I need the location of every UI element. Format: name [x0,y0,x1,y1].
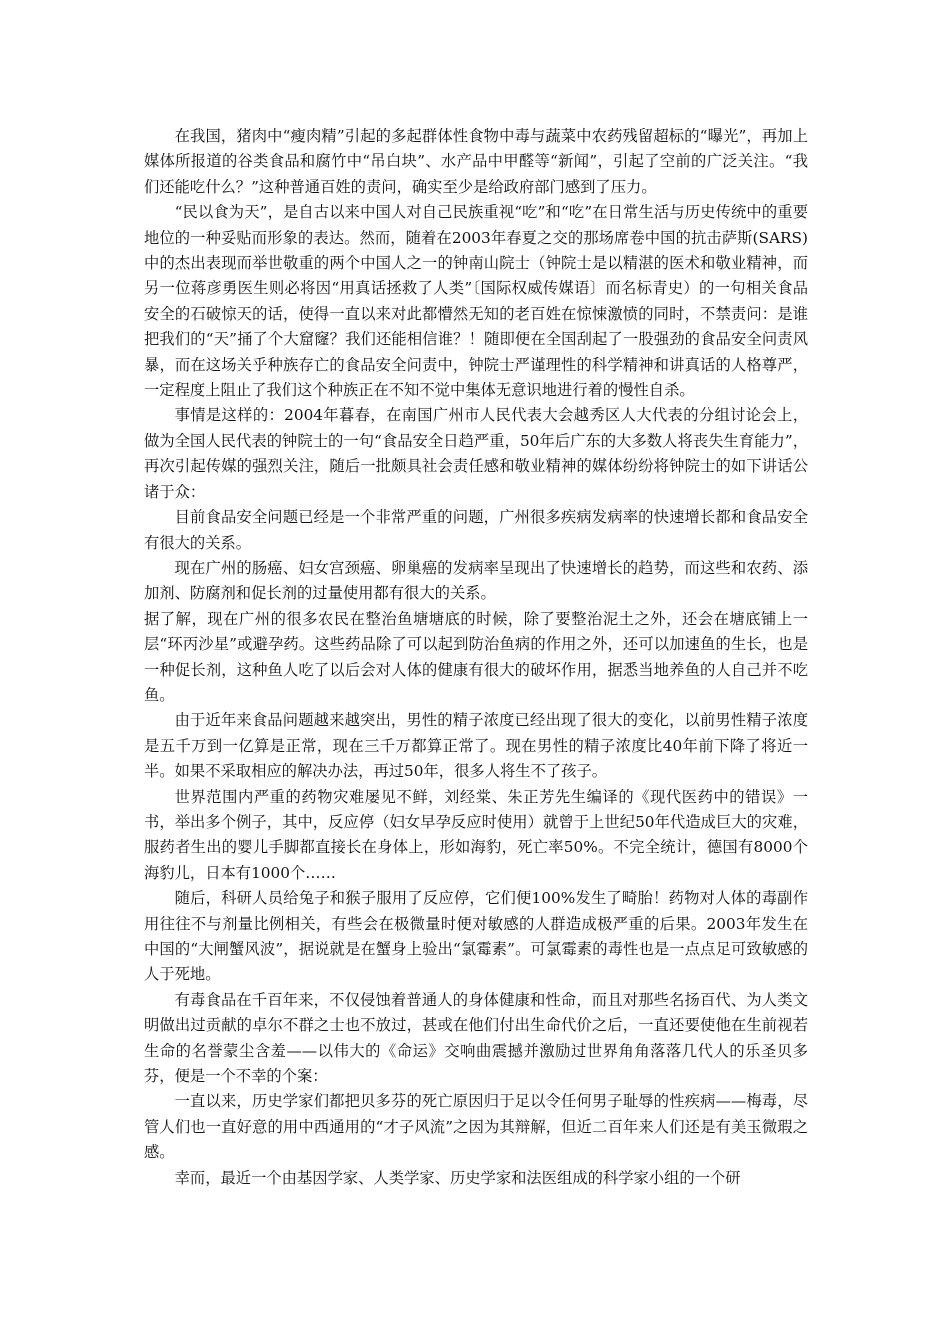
document-page [144,124,808,1191]
paragraph: 现在广州的肠癌、妇女宫颈癌、卵巢癌的发病率呈现出了快速增长的趋势，而这些和农药、添加剂、防腐剂和促长剂的过量使用都有很大的关系。 [144,558,808,603]
paragraph: 有毒食品在千百年来，不仅侵蚀着普通人的身体健康和性命，而且对那些名扬百代、为人类文明做出过贡献的卓尔不群之士也不放过，甚或在他们付出生命代价之后，一直还要使他在生前视若生命的名誉蒙尘含羞——以伟大的《命运》交响曲震撼并激励过世界角角落落几代人的乐圣贝多芬，便是一个不幸的个案： [144,990,808,1086]
paragraph: 在我国，猪肉中“瘦肉精”引起的多起群体性食物中毒与蔬菜中农药残留超标的“曝光”，再加上媒体所报道的谷类食品和腐竹中“吊白块”、水产品中甲醛等“新闻”，引起了空前的广泛关注。“我们还能吃什么？”这种普通百姓的责问，确实至少是给政府部门感到了压力。 [144,127,808,196]
paragraph: 随后，科研人员给兔子和猴子服用了反应停，它们便100%发生了畸胎！药物对人体的毒副作用往往不与剂量比例相关，有些会在极微量时便对敏感的人群造成极严重的后果。2003年发生在中国的“大闸蟹风波”，据说就是在蟹身上验出“氯霉素”。可氯霉素的毒性也是一点点足可致敏感的人于死地。 [144,889,808,984]
paragraph: 事情是这样的：2004年暮春，在南国广州市人民代表大会越秀区人大代表的分组讨论会上，做为全国人民代表的钟院士的一句“食品安全日趋严重，50年后广东的大多数人将丧失生育能力”，再次引起传媒的强烈关注，随后一批颇具社会责任感和敬业精神的媒体纷纷将钟院士的如下讲话公诸于众： [144,406,808,501]
paragraph: 幸而，最近一个由基因学家、人类学家、历史学家和法医组成的科学家小组的一个研 [174,1168,741,1187]
paragraph: 一直以来，历史学家们都把贝多芬的死亡原因归于足以令任何男子耻辱的性疾病——梅毒，尽管人们也一直好意的用中西通用的“才子风流”之因为其辩解，但近二百年来人们还是有美玉微瑕之感。 [144,1092,808,1162]
paragraph: “民以食为天”，是自古以来中国人对自己民族重视“吃”和“吃”在日常生活与历史传统中的重要地位的一种妥贴而形象的表达。然而，随着在2003年春夏之交的那场席卷中国的抗击萨斯(SARS)中的杰出表现而举世敬重的两个中国人之一的钟南山院士（钟院士是以精湛的医术和敬业精神，而另一位蒋彦勇医生则必将因“用真话拯救了人类”〔国际权威传媒语〕而名标青史）的一句相关食品安全的石破惊天的话，使得一直以来对此都懵然无知的老百姓在惊悚激愤的同时，不禁责问：是谁把我们的“天”捅了个大窟窿？我们还能相信谁？！随即便在全国刮起了一股强劲的食品安全问责风暴，而在这场关乎种族存亡的食品安全问责中，钟院士严谨理性的科学精神和讲真话的人格尊严，一定程度上阻止了我们这个种族正在不知不觉中集体无意识地进行着的慢性自杀。 [144,203,808,400]
paragraph: 世界范围内严重的药物灾难屡见不鲜，刘经棠、朱正芳先生编译的《现代医药中的错误》一书，举出多个例子，其中，反应停（妇女早孕反应时使用）就曾于上世纪50年代造成巨大的灾难，服药者生出的婴儿手脚都直接长在身体上，形如海豹，死亡率50%。不完全统计，德国有8000个海豹儿，日本有1000个…… [144,787,808,882]
paragraph: 据了解，现在广州的很多农民在整治鱼塘塘底的时候，除了要整治泥土之外，还会在塘底铺上一层“环丙沙星”或避孕药。这些药品除了可以起到防治鱼病的作用之外，还可以加速鱼的生长，也是一种促长剂，这种鱼人吃了以后会对人体的健康有很大的破坏作用，据悉当地养鱼的人自己并不吃鱼。 [144,609,808,704]
paragraph: 目前食品安全问题已经是一个非常严重的问题，广州很多疾病发病率的快速增长都和食品安全有很大的关系。 [144,508,808,552]
paragraph: 由于近年来食品问题越来越突出，男性的精子浓度已经出现了很大的变化，以前男性精子浓度是五千万到一亿算是正常，现在三千万都算正常了。现在男性的精子浓度比40年前下降了将近一半。如果不采取相应的解决办法，再过50年，很多人将生不了孩子。 [144,711,808,781]
